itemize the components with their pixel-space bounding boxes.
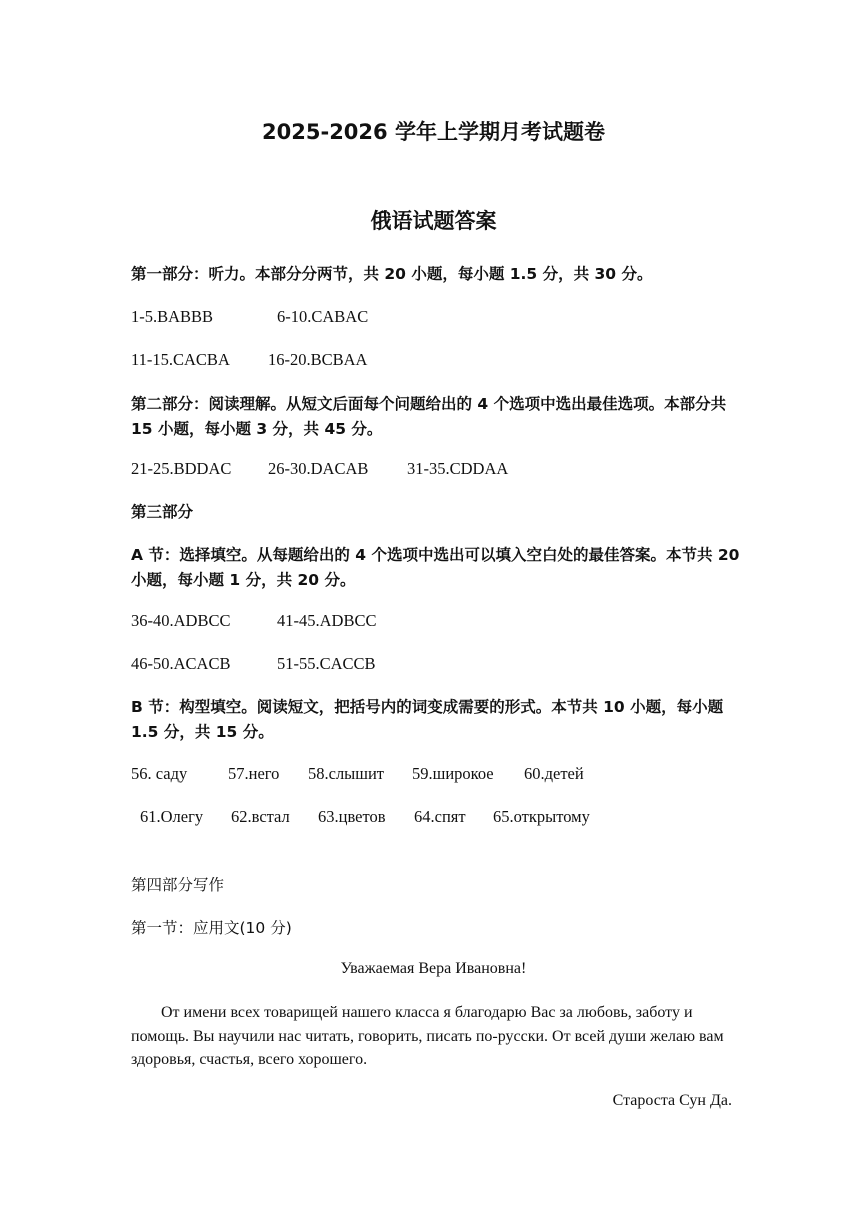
- answer-group: 36-40.ADBCC: [131, 611, 231, 630]
- answer-word: 61.Олегу: [140, 807, 204, 826]
- part4-heading: 第四部分写作: [131, 876, 225, 894]
- part2-heading: 第二部分：阅读理解。从短文后面每个问题给出的 4 个选项中选出最佳选项。本部分共 15 小题，每小题 3 分，共 45 分。: [131, 395, 727, 438]
- part3-heading: 第三部分: [131, 503, 194, 521]
- answer-group: 26-30.DACAB: [268, 459, 369, 478]
- answer-group: 16-20.BCBAA: [268, 350, 368, 369]
- answer-group: 41-45.ADBCC: [277, 611, 377, 630]
- answer-word: 60.детей: [524, 764, 584, 783]
- letter-body: От имени всех товарищей нашего класса я благодарю Вас за любовь, заботу и помощь. Вы научили нас читать, говорить, писать по-русски. От всей души желаю вам здоровья, счастья, всего хорошего.: [131, 1004, 724, 1068]
- answer-word: 57.него: [228, 764, 280, 783]
- answer-word: 62.встал: [231, 807, 290, 826]
- answer-title: 俄语试题答案: [370, 209, 497, 233]
- answer-group: 11-15.CACBA: [131, 350, 230, 369]
- part3-section-a-heading: A 节：选择填空。从每题给出的 4 个选项中选出可以填入空白处的最佳答案。本节共 20 小题，每小题 1 分，共 20 分。: [131, 546, 740, 589]
- answer-word: 64.спят: [414, 807, 466, 826]
- answer-word: 65.открытому: [493, 807, 590, 826]
- part1-heading: 第一部分：听力。本部分分两节，共 20 小题，每小题 1.5 分，共 30 分。: [131, 265, 653, 283]
- answer-word: 58.слышит: [308, 764, 385, 783]
- answer-group: 1-5.BABBB: [131, 307, 214, 326]
- answer-group: 6-10.CABAC: [277, 307, 369, 326]
- answer-word: 56. саду: [131, 764, 188, 783]
- answer-group: 51-55.CACCB: [277, 654, 376, 673]
- part4-section1-heading: 第一节：应用文(10 分): [131, 919, 292, 937]
- answer-group: 21-25.BDDAC: [131, 459, 232, 478]
- answer-group: 31-35.CDDAA: [407, 459, 509, 478]
- letter-signature: Староста Сун Да.: [612, 1092, 732, 1109]
- exam-title: 2025-2026 学年上学期月考试题卷: [262, 120, 605, 144]
- part3-section-b-heading: B 节：构型填空。阅读短文，把括号内的词变成需要的形式。本节共 10 小题，每小题 1.5 分，共 15 分。: [131, 698, 724, 741]
- letter-greeting: Уважаемая Вера Ивановна!: [340, 960, 527, 977]
- answer-word: 59.широкое: [412, 764, 494, 783]
- answer-group: 46-50.ACACB: [131, 654, 231, 673]
- answer-word: 63.цветов: [318, 807, 386, 826]
